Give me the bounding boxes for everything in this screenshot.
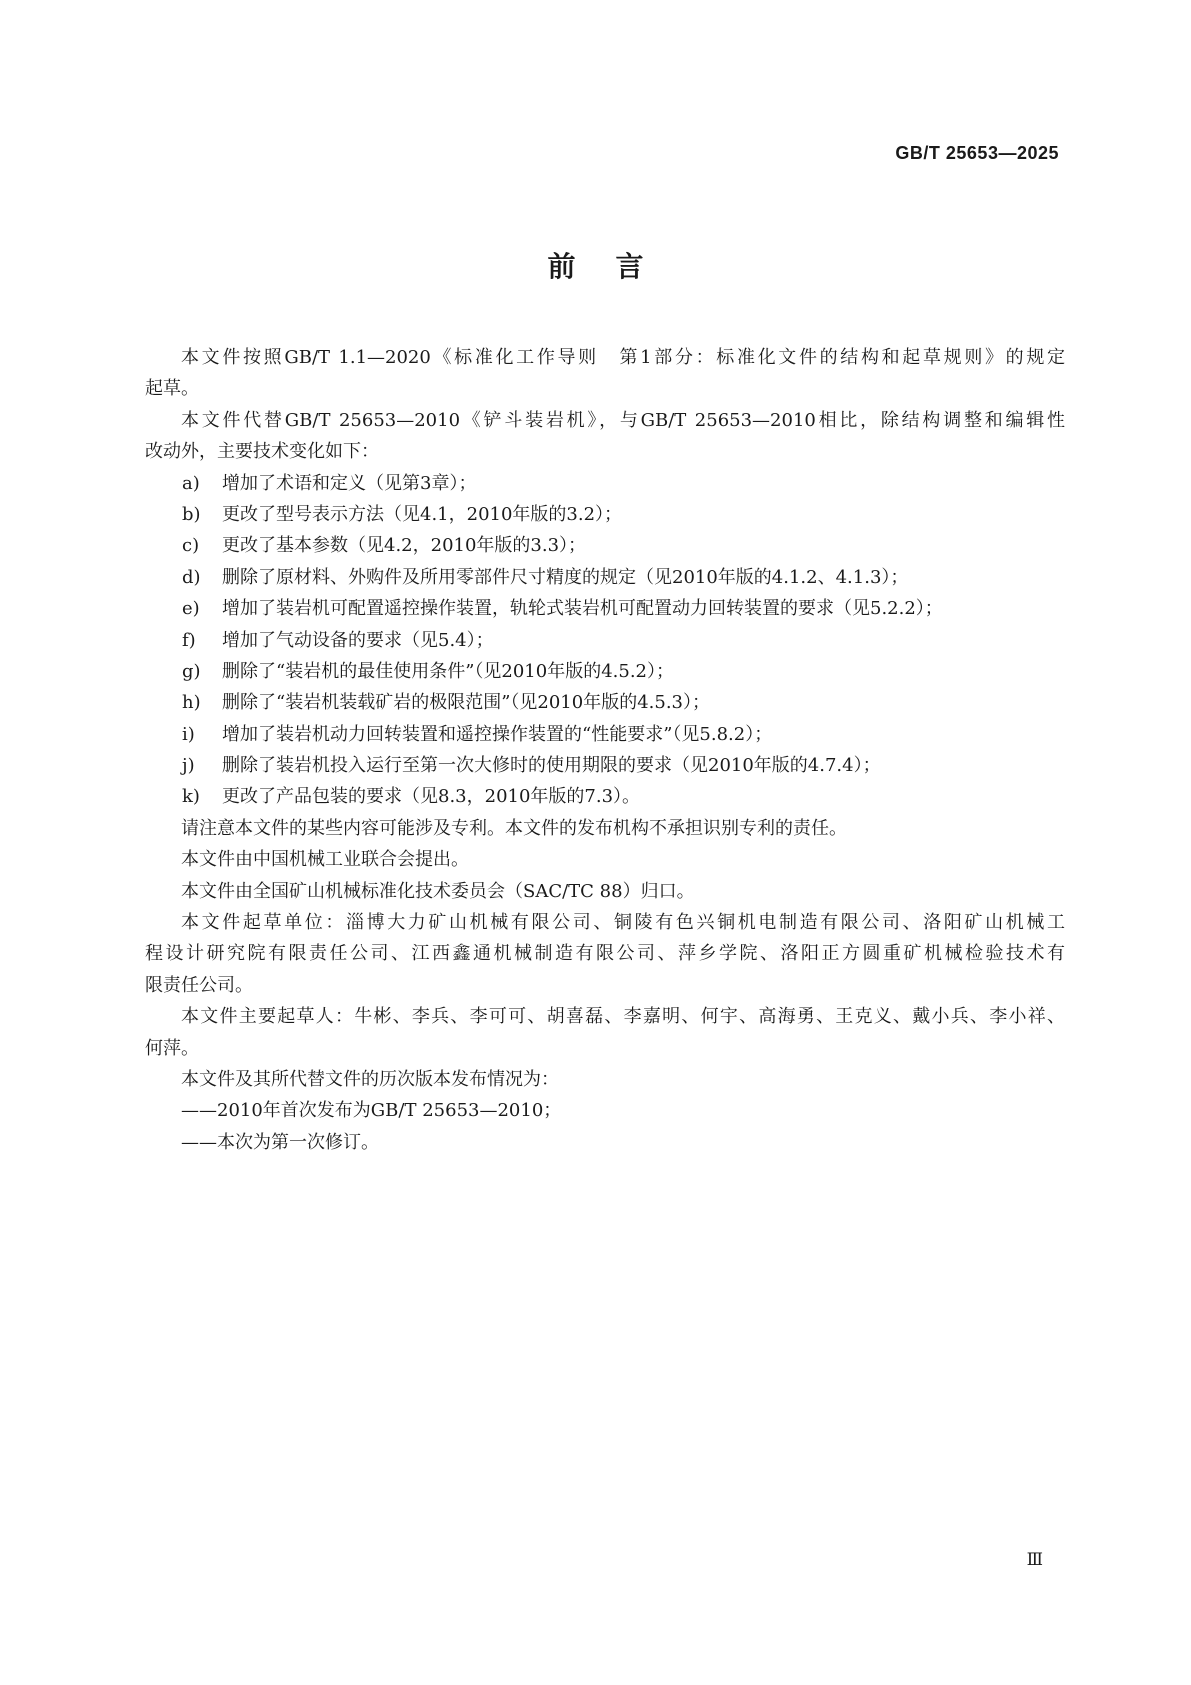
list-marker: a)	[182, 472, 200, 494]
list-item	[145, 593, 1065, 624]
list-item	[145, 719, 1065, 750]
list-marker: c)	[182, 535, 200, 557]
history-item: ——本次为第一次修订。	[181, 1131, 379, 1153]
list-marker: e)	[182, 598, 200, 620]
list-item-text: 删除了装岩机投入运行至第一次大修时的使用期限的要求（见2010年版的4.7.4）；	[222, 755, 881, 777]
proposer-statement: 本文件由中国机械工业联合会提出。	[181, 849, 469, 871]
list-marker: d)	[182, 566, 201, 588]
list-item-text: 删除了原材料、外购件及所用零部件尺寸精度的规定（见2010年版的4.1.2、4.1.3）；	[222, 566, 909, 588]
changes-list	[145, 468, 1065, 813]
list-item	[145, 530, 1065, 561]
list-item-text: 更改了产品包装的要求（见8.3，2010年版的7.3）。	[222, 786, 641, 808]
page-number: Ⅲ	[1026, 1550, 1043, 1570]
list-item-text: 删除了“装岩机的最佳使用条件”（见2010年版的4.5.2）；	[222, 660, 675, 682]
list-item	[145, 625, 1065, 656]
list-item	[145, 499, 1065, 530]
list-item-text: 增加了装岩机动力回转装置和遥控操作装置的“性能要求”（见5.8.2）；	[222, 723, 773, 745]
list-item	[145, 562, 1065, 593]
history-intro: 本文件及其所代替文件的历次版本发布情况为：	[181, 1068, 559, 1090]
list-marker: k)	[182, 786, 200, 808]
standard-number: GB/T 25653—2025	[895, 143, 1059, 163]
list-item	[145, 687, 1065, 718]
list-marker: i)	[182, 723, 195, 745]
page-title: 前言	[547, 250, 684, 283]
paragraph-1-line-2: 起草。	[145, 378, 199, 400]
drafting-units-line-1: 本文件起草单位：淄博大力矿山机械有限公司、铜陵有色兴铜机电制造有限公司、洛阳矿山机械工	[181, 912, 1065, 934]
list-item-text: 更改了基本参数（见4.2，2010年版的3.3）；	[222, 535, 587, 557]
list-item-text: 增加了装岩机可配置遥控操作装置，轨轮式装岩机可配置动力回转装置的要求（见5.2.2）；	[222, 598, 943, 620]
list-marker: g)	[182, 660, 201, 682]
list-item	[145, 468, 1065, 499]
list-item-text: 增加了气动设备的要求（见5.4）；	[222, 629, 494, 651]
drafting-units-line-3: 限责任公司。	[145, 974, 253, 996]
list-item-text: 更改了型号表示方法（见4.1，2010年版的3.2）；	[222, 503, 623, 525]
foreword-body	[145, 342, 1065, 1158]
drafters-line-1: 本文件主要起草人：牛彬、李兵、李可可、胡喜磊、李嘉明、何宇、高海勇、王克义、戴小兵、李小祥、	[181, 1006, 1065, 1028]
list-item	[145, 656, 1065, 687]
paragraph-1-line-1: 本文件按照GB/T 1.1—2020《标准化工作导则 第1部分：标准化文件的结构和起草规则》的规定	[181, 347, 1065, 368]
paragraph-2-line-1: 本文件代替GB/T 25653—2010《铲斗装岩机》，与GB/T 25653—2010相比，除结构调整和编辑性	[181, 409, 1065, 431]
history-item: ——2010年首次发布为GB/T 25653—2010；	[181, 1100, 562, 1122]
drafting-units-line-2: 程设计研究院有限责任公司、江西鑫通机械制造有限公司、萍乡学院、洛阳正方圆重矿机械检验技术有	[145, 943, 1065, 965]
list-marker: f)	[182, 629, 196, 651]
list-marker: h)	[182, 692, 201, 714]
list-marker: b)	[182, 503, 201, 525]
drafters-line-2: 何萍。	[145, 1037, 199, 1059]
patent-notice: 请注意本文件的某些内容可能涉及专利。本文件的发布机构不承担识别专利的责任。	[181, 817, 847, 839]
list-item	[145, 750, 1065, 781]
list-marker: j)	[182, 755, 195, 777]
list-item	[145, 781, 1065, 812]
paragraph-2-line-2: 改动外，主要技术变化如下：	[145, 441, 379, 463]
list-item-text: 增加了术语和定义（见第3章）；	[222, 472, 477, 494]
committee-statement: 本文件由全国矿山机械标准化技术委员会（SAC/TC 88）归口。	[181, 880, 695, 902]
list-item-text: 删除了“装岩机装载矿岩的极限范围”（见2010年版的4.5.3）；	[222, 692, 711, 714]
